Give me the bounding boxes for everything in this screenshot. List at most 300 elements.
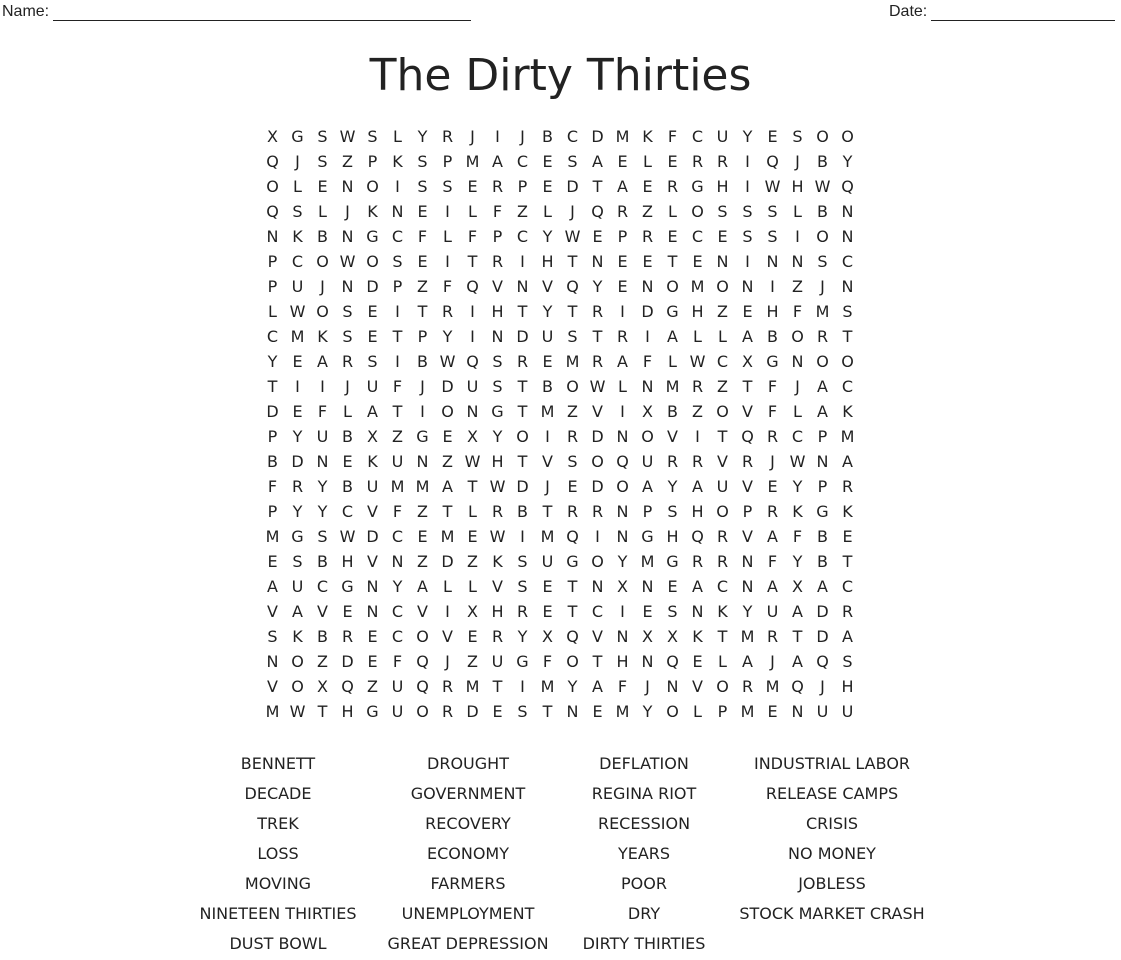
grid-letter: M xyxy=(540,402,555,421)
grid-letter: X xyxy=(467,602,478,621)
grid-letter: J xyxy=(820,677,825,696)
grid-letter: O xyxy=(816,227,829,246)
grid-letter: Y xyxy=(592,277,603,296)
grid-letter: E xyxy=(842,527,853,546)
grid-letter: H xyxy=(341,702,354,721)
grid-letter: I xyxy=(695,427,700,446)
grid-letter: U xyxy=(391,702,404,721)
word-bank-item: DROUGHT xyxy=(427,754,509,773)
grid-letter: C xyxy=(516,227,529,246)
grid-letter: N xyxy=(341,277,354,296)
grid-letter: F xyxy=(317,402,328,421)
grid-letter: Q xyxy=(466,352,479,371)
grid-letter: A xyxy=(642,477,653,496)
grid-letter: L xyxy=(468,502,477,521)
grid-letter: I xyxy=(545,427,550,446)
grid-letter: S xyxy=(317,152,328,171)
grid-letter: N xyxy=(391,202,404,221)
word-bank-item: YEARS xyxy=(617,844,671,863)
grid-letter: P xyxy=(417,327,428,346)
grid-letter: K xyxy=(367,452,378,471)
grid-letter: A xyxy=(592,677,603,696)
grid-letter: X xyxy=(617,577,628,596)
grid-letter: R xyxy=(291,477,304,496)
grid-letter: U xyxy=(491,652,504,671)
grid-letter: G xyxy=(416,427,429,446)
grid-letter: M xyxy=(740,627,755,646)
word-bank-item: ECONOMY xyxy=(426,844,510,863)
word-bank-item: GREAT DEPRESSION xyxy=(387,934,549,953)
grid-letter: B xyxy=(317,227,328,246)
grid-letter: Y xyxy=(417,127,428,146)
grid-letter: A xyxy=(617,352,628,371)
grid-letter: X xyxy=(367,427,378,446)
grid-letter: T xyxy=(417,302,428,321)
grid-letter: K xyxy=(692,627,703,646)
grid-letter: Y xyxy=(292,427,303,446)
grid-letter: D xyxy=(591,477,604,496)
grid-letter: A xyxy=(317,352,328,371)
grid-letter: S xyxy=(417,152,428,171)
grid-letter: F xyxy=(767,377,778,396)
grid-letter: C xyxy=(391,627,404,646)
grid-letter: Q xyxy=(841,177,854,196)
grid-letter: S xyxy=(342,327,353,346)
grid-letter: U xyxy=(291,577,304,596)
grid-letter: Y xyxy=(617,552,628,571)
grid-letter: I xyxy=(495,127,500,146)
grid-letter: S xyxy=(442,177,453,196)
grid-letter: E xyxy=(492,702,503,721)
grid-letter: Z xyxy=(717,377,728,396)
grid-letter: M xyxy=(290,327,305,346)
grid-letter: V xyxy=(717,452,728,471)
grid-letter: V xyxy=(442,627,453,646)
grid-letter: E xyxy=(642,252,653,271)
grid-letter: A xyxy=(417,577,428,596)
grid-letter: B xyxy=(817,527,828,546)
grid-letter: E xyxy=(317,177,328,196)
grid-letter: K xyxy=(292,627,303,646)
grid-letter: B xyxy=(317,552,328,571)
grid-letter: Q xyxy=(466,277,479,296)
grid-letter: M xyxy=(465,152,480,171)
grid-letter: I xyxy=(770,277,775,296)
grid-letter: M xyxy=(765,677,780,696)
grid-letter: O xyxy=(566,377,579,396)
grid-letter: M xyxy=(815,302,830,321)
grid-letter: E xyxy=(767,127,778,146)
grid-letter: V xyxy=(417,602,428,621)
grid-letter: U xyxy=(466,377,479,396)
grid-letter: N xyxy=(416,452,429,471)
grid-letter: R xyxy=(591,302,604,321)
grid-letter: C xyxy=(341,502,354,521)
grid-letter: Z xyxy=(442,452,453,471)
grid-letter: E xyxy=(417,252,428,271)
grid-letter: A xyxy=(742,652,753,671)
grid-letter: I xyxy=(470,327,475,346)
grid-letter: O xyxy=(566,652,579,671)
grid-letter: O xyxy=(591,452,604,471)
grid-letter: X xyxy=(742,352,753,371)
grid-letter: D xyxy=(466,702,479,721)
grid-letter: D xyxy=(516,327,529,346)
grid-letter: N xyxy=(841,227,854,246)
grid-letter: Z xyxy=(367,677,378,696)
grid-letter: C xyxy=(791,427,804,446)
grid-letter: G xyxy=(666,302,679,321)
grid-letter: O xyxy=(716,277,729,296)
grid-letter: O xyxy=(591,552,604,571)
grid-letter: M xyxy=(840,427,855,446)
grid-letter: S xyxy=(667,502,678,521)
grid-letter: F xyxy=(467,227,478,246)
grid-letter: N xyxy=(741,277,754,296)
grid-letter: I xyxy=(320,377,325,396)
grid-letter: S xyxy=(367,352,378,371)
grid-letter: M xyxy=(540,527,555,546)
grid-letter: C xyxy=(691,227,704,246)
grid-letter: L xyxy=(693,702,702,721)
word-bank-item: CRISIS xyxy=(805,814,859,833)
grid-letter: S xyxy=(342,302,353,321)
grid-letter: Z xyxy=(467,552,478,571)
grid-letter: S xyxy=(567,152,578,171)
grid-letter: G xyxy=(291,127,304,146)
grid-letter: B xyxy=(342,477,353,496)
grid-letter: V xyxy=(692,677,703,696)
grid-letter: J xyxy=(795,152,800,171)
date-field xyxy=(889,3,1115,21)
grid-letter: J xyxy=(345,202,350,221)
grid-letter: R xyxy=(441,702,454,721)
grid-letter: P xyxy=(817,427,828,446)
grid-letter: Q xyxy=(691,527,704,546)
grid-letter: Y xyxy=(292,502,303,521)
grid-letter: F xyxy=(392,652,403,671)
grid-letter: I xyxy=(445,202,450,221)
grid-letter: E xyxy=(692,252,703,271)
grid-letter: O xyxy=(266,177,279,196)
word-bank-item: DIRTY THIRTIES xyxy=(582,934,706,953)
grid-letter: E xyxy=(767,477,778,496)
name-label: Name: xyxy=(2,3,50,20)
word-bank-item: GOVERNMENT xyxy=(410,784,526,803)
word-bank-item: RELEASE CAMPS xyxy=(765,784,899,803)
grid-letter: Y xyxy=(317,477,328,496)
grid-letter: F xyxy=(792,302,803,321)
grid-letter: E xyxy=(692,652,703,671)
grid-letter: F xyxy=(392,377,403,396)
grid-letter: R xyxy=(741,452,754,471)
date-blank-line[interactable] xyxy=(931,3,1115,21)
grid-letter: P xyxy=(267,277,278,296)
word-bank-item: POOR xyxy=(621,874,667,893)
grid-letter: Y xyxy=(742,602,753,621)
grid-letter: V xyxy=(267,677,278,696)
grid-letter: A xyxy=(292,602,303,621)
grid-letter: P xyxy=(517,177,528,196)
grid-letter: W xyxy=(689,352,706,371)
grid-letter: B xyxy=(342,427,353,446)
grid-letter: E xyxy=(567,477,578,496)
grid-letter: I xyxy=(295,377,300,396)
grid-letter: V xyxy=(592,627,603,646)
grid-letter: Y xyxy=(517,627,528,646)
grid-letter: H xyxy=(766,302,779,321)
grid-letter: I xyxy=(645,327,650,346)
grid-letter: M xyxy=(665,377,680,396)
grid-letter: R xyxy=(691,377,704,396)
grid-letter: B xyxy=(417,352,428,371)
grid-letter: V xyxy=(492,577,503,596)
grid-letter: P xyxy=(267,427,278,446)
grid-letter: N xyxy=(491,327,504,346)
grid-letter: E xyxy=(592,227,603,246)
grid-letter: N xyxy=(816,452,829,471)
grid-letter: H xyxy=(341,552,354,571)
grid-letter: Q xyxy=(416,652,429,671)
grid-letter: H xyxy=(716,177,729,196)
grid-letter: I xyxy=(620,302,625,321)
grid-letter: R xyxy=(691,452,704,471)
grid-letter: E xyxy=(367,302,378,321)
grid-letter: F xyxy=(617,677,628,696)
grid-letter: E xyxy=(617,277,628,296)
grid-letter: E xyxy=(642,177,653,196)
grid-letter: K xyxy=(792,502,803,521)
grid-letter: X xyxy=(317,677,328,696)
grid-letter: G xyxy=(641,527,654,546)
grid-letter: J xyxy=(645,677,650,696)
grid-letter: R xyxy=(716,152,729,171)
grid-letter: S xyxy=(767,227,778,246)
word-bank-item: NO MONEY xyxy=(788,844,876,863)
grid-letter: Q xyxy=(816,652,829,671)
grid-letter: L xyxy=(668,202,677,221)
grid-letter: P xyxy=(742,502,753,521)
grid-letter: A xyxy=(492,152,503,171)
grid-letter: U xyxy=(716,127,729,146)
grid-letter: Q xyxy=(616,452,629,471)
grid-letter: Z xyxy=(792,277,803,296)
grid-letter: E xyxy=(467,177,478,196)
grid-letter: X xyxy=(267,127,278,146)
grid-letter: R xyxy=(491,252,504,271)
grid-letter: Y xyxy=(542,302,553,321)
grid-letter: C xyxy=(266,327,279,346)
grid-letter: R xyxy=(816,327,829,346)
grid-letter: Q xyxy=(416,677,429,696)
grid-letter: E xyxy=(342,602,353,621)
grid-letter: E xyxy=(592,702,603,721)
grid-letter: L xyxy=(693,327,702,346)
grid-letter: S xyxy=(842,652,853,671)
grid-letter: O xyxy=(816,127,829,146)
word-bank-item: JOBLESS xyxy=(798,874,866,893)
grid-letter: T xyxy=(842,327,853,346)
grid-letter: Z xyxy=(417,502,428,521)
grid-letter: S xyxy=(817,252,828,271)
grid-letter: Q xyxy=(566,627,579,646)
grid-letter: P xyxy=(492,227,503,246)
grid-letter: D xyxy=(366,527,379,546)
grid-letter: D xyxy=(341,652,354,671)
name-blank-line[interactable] xyxy=(53,3,471,21)
grid-letter: S xyxy=(717,202,728,221)
word-bank-item: FARMERS xyxy=(430,874,506,893)
grid-letter: U xyxy=(316,427,329,446)
grid-letter: T xyxy=(717,427,728,446)
grid-letter: R xyxy=(641,227,654,246)
grid-letter: O xyxy=(291,652,304,671)
word-bank-item: MOVING xyxy=(244,874,312,893)
grid-letter: N xyxy=(591,577,604,596)
grid-letter: O xyxy=(616,477,629,496)
grid-letter: K xyxy=(642,127,653,146)
grid-letter: A xyxy=(442,477,453,496)
grid-letter: K xyxy=(292,227,303,246)
grid-letter: O xyxy=(316,302,329,321)
grid-letter: T xyxy=(392,402,403,421)
grid-letter: E xyxy=(542,177,553,196)
grid-letter: D xyxy=(516,477,529,496)
grid-letter: B xyxy=(517,502,528,521)
grid-letter: N xyxy=(516,277,529,296)
word-bank-item: RECOVERY xyxy=(425,814,511,833)
grid-letter: V xyxy=(267,602,278,621)
grid-letter: I xyxy=(520,527,525,546)
grid-letter: T xyxy=(567,577,578,596)
grid-letter: R xyxy=(691,552,704,571)
grid-letter: I xyxy=(745,177,750,196)
grid-letter: L xyxy=(618,377,627,396)
grid-letter: C xyxy=(391,227,404,246)
grid-letter: T xyxy=(442,502,453,521)
grid-letter: C xyxy=(691,127,704,146)
grid-letter: W xyxy=(789,452,806,471)
grid-letter: C xyxy=(716,352,729,371)
grid-letter: T xyxy=(592,652,603,671)
grid-letter: J xyxy=(420,377,425,396)
grid-letter: C xyxy=(841,377,854,396)
grid-letter: V xyxy=(742,402,753,421)
grid-letter: P xyxy=(817,477,828,496)
grid-letter: V xyxy=(367,502,378,521)
grid-letter: A xyxy=(267,577,278,596)
grid-letter: E xyxy=(542,577,553,596)
grid-letter: S xyxy=(517,577,528,596)
grid-letter: S xyxy=(517,702,528,721)
grid-letter: A xyxy=(842,452,853,471)
grid-letter: L xyxy=(293,177,302,196)
grid-letter: O xyxy=(441,402,454,421)
grid-letter: T xyxy=(842,552,853,571)
grid-letter: N xyxy=(841,277,854,296)
grid-letter: N xyxy=(741,552,754,571)
grid-letter: T xyxy=(517,377,528,396)
grid-letter: Q xyxy=(766,152,779,171)
word-bank-item: INDUSTRIAL LABOR xyxy=(753,754,911,773)
grid-letter: R xyxy=(566,427,579,446)
grid-letter: N xyxy=(716,252,729,271)
grid-letter: Q xyxy=(741,427,754,446)
grid-letter: R xyxy=(616,202,629,221)
grid-letter: U xyxy=(391,677,404,696)
grid-letter: V xyxy=(742,527,753,546)
grid-letter: L xyxy=(318,202,327,221)
grid-letter: O xyxy=(841,352,854,371)
grid-letter: W xyxy=(339,127,356,146)
grid-letter: F xyxy=(792,527,803,546)
grid-letter: L xyxy=(718,327,727,346)
grid-letter: X xyxy=(667,627,678,646)
grid-letter: T xyxy=(592,327,603,346)
grid-letter: E xyxy=(367,627,378,646)
grid-letter: F xyxy=(767,402,778,421)
grid-letter: Z xyxy=(567,402,578,421)
grid-letter: L xyxy=(543,202,552,221)
grid-letter: A xyxy=(792,602,803,621)
grid-letter: K xyxy=(717,602,728,621)
grid-letter: N xyxy=(341,227,354,246)
grid-letter: T xyxy=(517,302,528,321)
grid-letter: C xyxy=(566,127,579,146)
grid-letter: N xyxy=(266,227,279,246)
grid-letter: S xyxy=(742,202,753,221)
grid-letter: Q xyxy=(566,527,579,546)
page-title: The Dirty Thirties xyxy=(369,50,752,101)
grid-letter: X xyxy=(467,427,478,446)
grid-letter: N xyxy=(591,252,604,271)
grid-letter: J xyxy=(770,652,775,671)
grid-letter: T xyxy=(492,677,503,696)
grid-letter: S xyxy=(742,227,753,246)
grid-letter: C xyxy=(291,252,304,271)
grid-letter: R xyxy=(491,502,504,521)
grid-letter: M xyxy=(265,527,280,546)
grid-letter: Z xyxy=(642,202,653,221)
grid-letter: N xyxy=(391,552,404,571)
grid-letter: Z xyxy=(392,427,403,446)
grid-letter: N xyxy=(466,402,479,421)
grid-letter: P xyxy=(392,277,403,296)
grid-letter: Y xyxy=(442,327,453,346)
grid-letter: B xyxy=(542,127,553,146)
grid-letter: S xyxy=(267,627,278,646)
grid-letter: S xyxy=(492,352,503,371)
grid-letter: G xyxy=(291,527,304,546)
grid-letter: E xyxy=(417,202,428,221)
grid-letter: T xyxy=(567,252,578,271)
grid-letter: B xyxy=(817,202,828,221)
grid-letter: D xyxy=(291,452,304,471)
grid-letter: R xyxy=(516,602,529,621)
grid-letter: A xyxy=(817,402,828,421)
grid-letter: N xyxy=(691,602,704,621)
grid-letter: R xyxy=(616,327,629,346)
grid-letter: B xyxy=(767,327,778,346)
grid-letter: Z xyxy=(717,302,728,321)
grid-letter: D xyxy=(366,277,379,296)
grid-letter: X xyxy=(792,577,803,596)
grid-letter: A xyxy=(667,327,678,346)
grid-letter: V xyxy=(742,477,753,496)
grid-letter: K xyxy=(367,202,378,221)
grid-letter: E xyxy=(267,552,278,571)
grid-letter: U xyxy=(541,327,554,346)
